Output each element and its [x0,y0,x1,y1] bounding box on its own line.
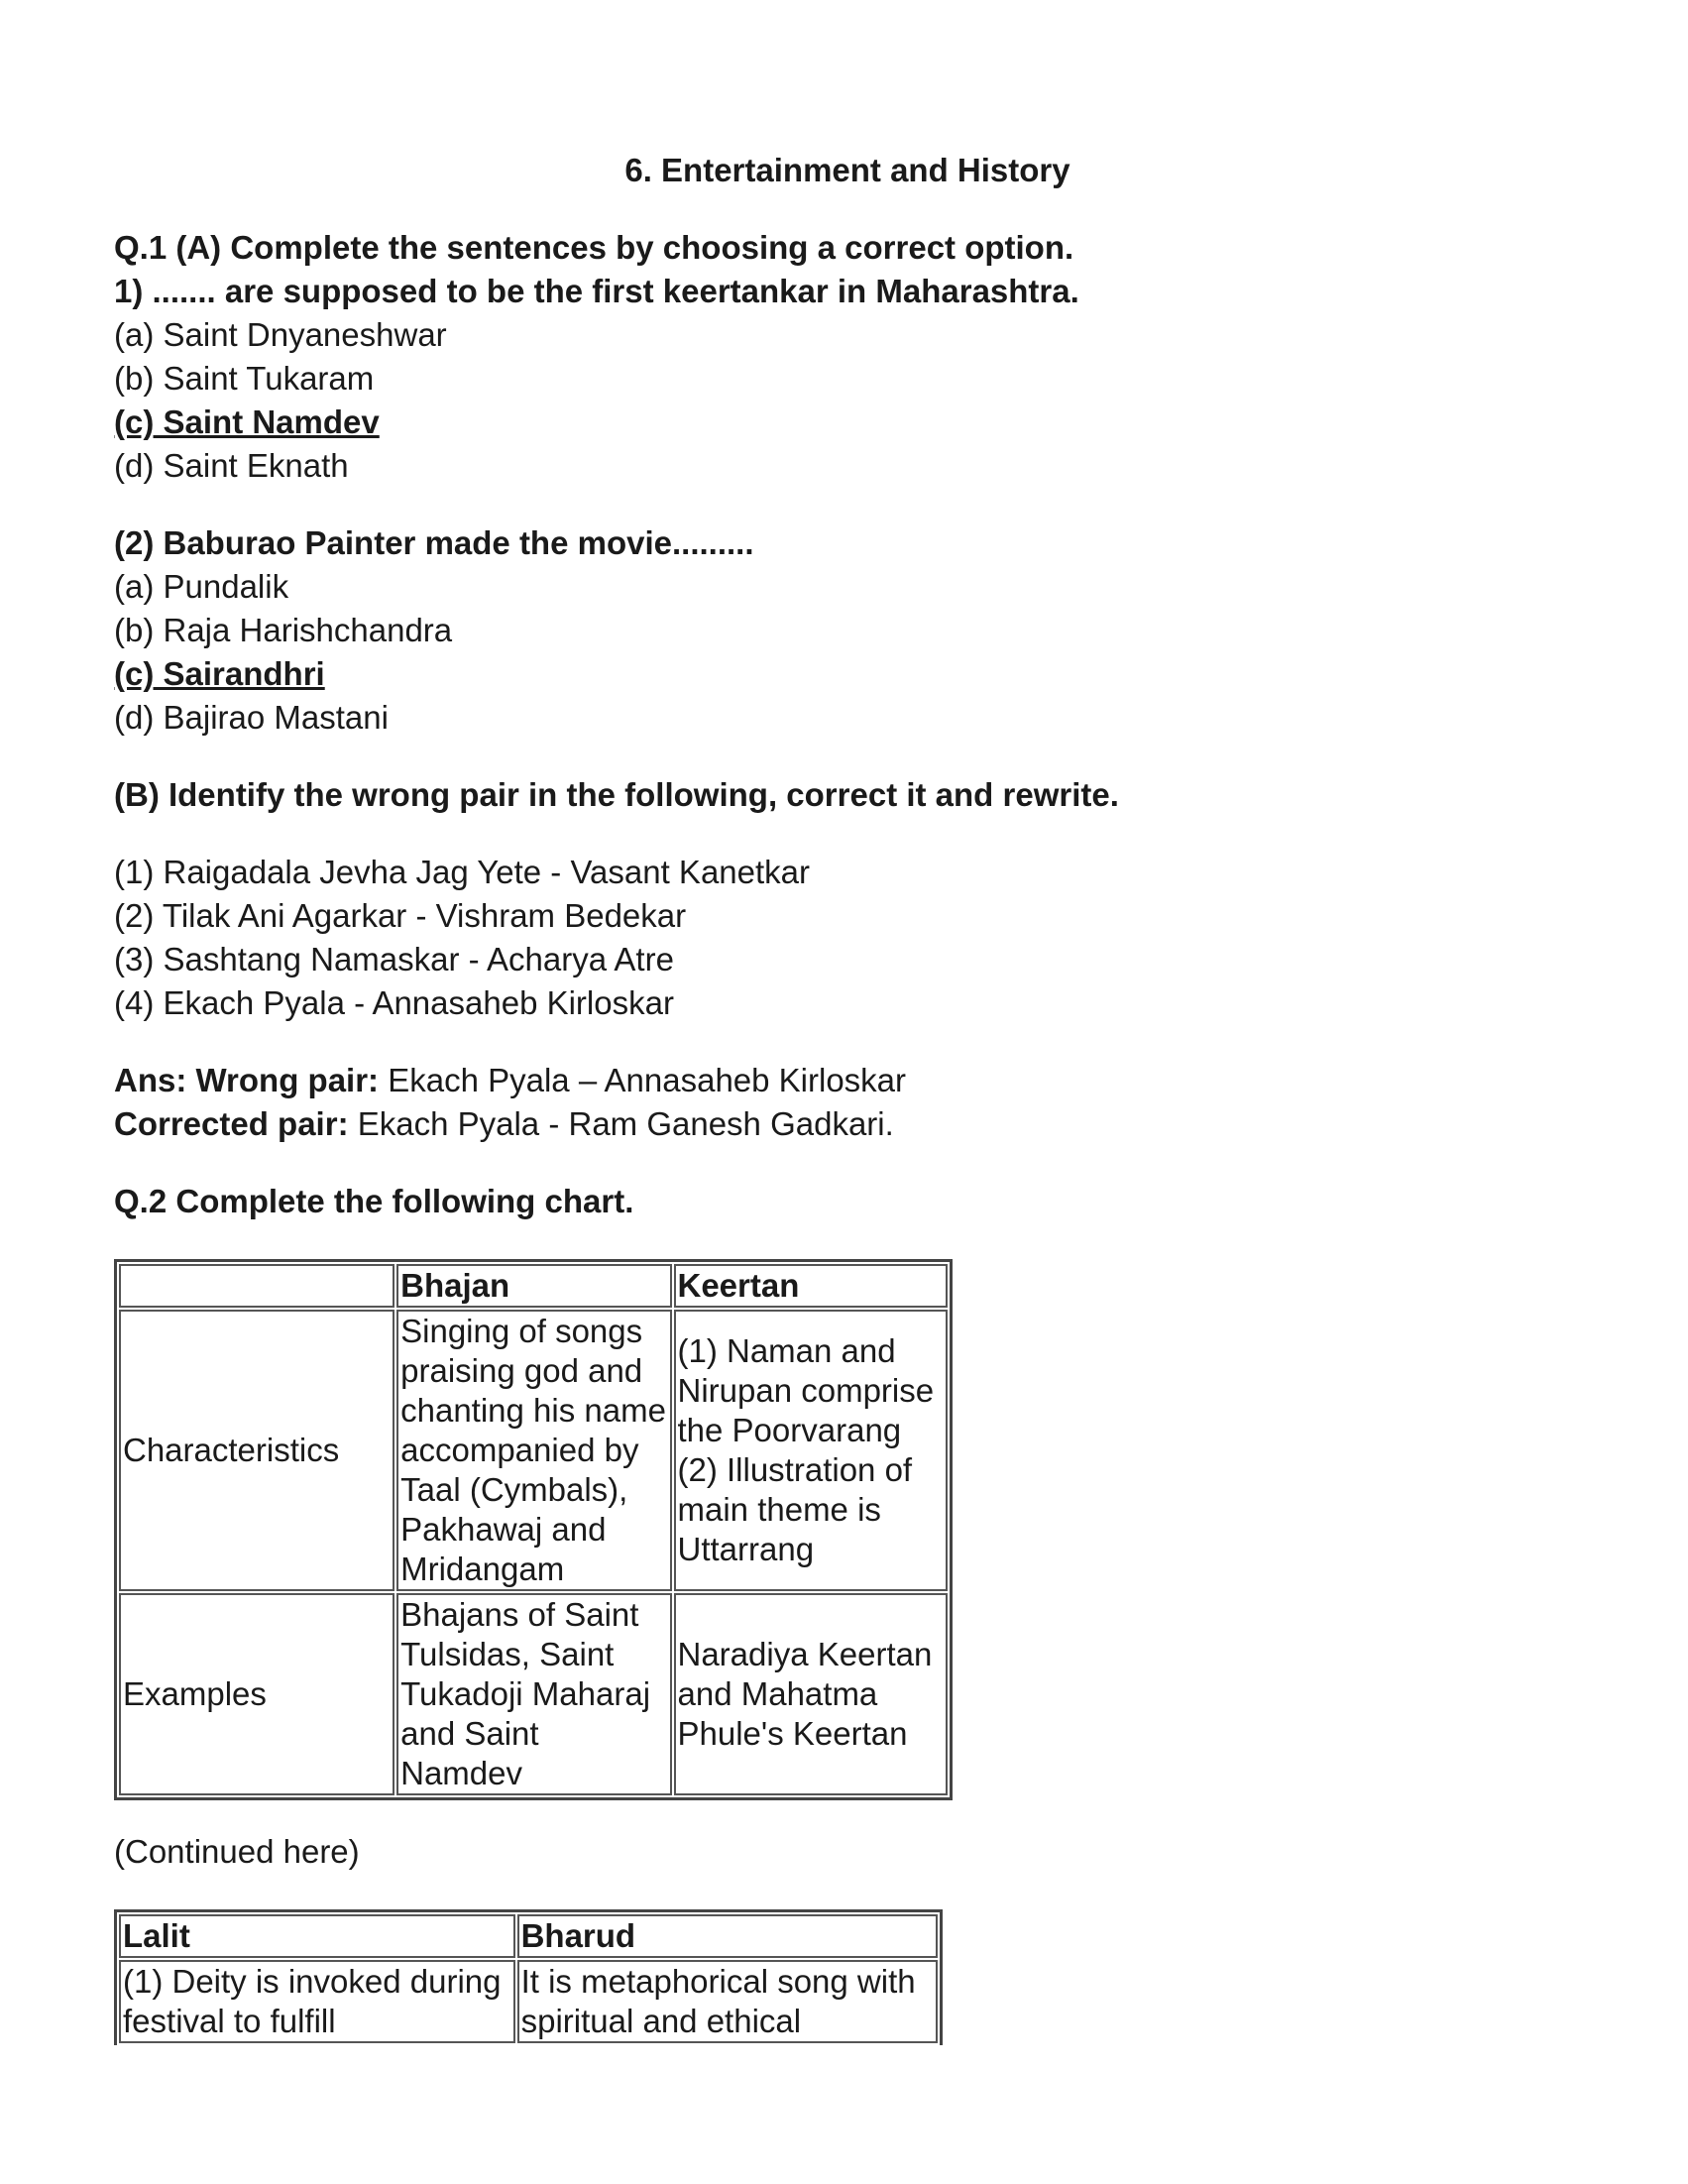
table1-cell: Singing of songs praising god and chanting his name accompanied by Taal (Cymbals), Pakhawaj and Mridangam [396,1310,671,1591]
table2-clip [114,1909,1581,2039]
q1-item-1-option-c-correct: (c) Saint Namdev [114,403,380,440]
answer-text: Ekach Pyala – Annasaheb Kirloskar [379,1062,907,1098]
table2-cell: It is metaphorical song with spiritual and ethical [517,1960,938,2043]
pair-4: (4) Ekach Pyala - Annasaheb Kirloskar [114,984,674,1021]
table1-header-empty [119,1264,394,1308]
chart-table-1 [114,1259,953,1800]
chart-table-2 [114,1909,943,2045]
table1-header-bhajan: Bhajan [396,1264,671,1308]
pair-1: (1) Raigadala Jevha Jag Yete - Vasant Kanetkar [114,854,811,890]
q1-item-1-option-b: (b) Saint Tukaram [114,360,375,397]
q1-item-1-option-d: (d) Saint Eknath [114,447,349,484]
q1-item-2-option-a: (a) Pundalik [114,568,289,605]
q1-item-2-option-d: (d) Bajirao Mastani [114,699,389,736]
q2-heading: Q.2 Complete the following chart. [114,1183,634,1219]
table2-header-row [119,1914,938,1958]
q1-item-2-option-b: (b) Raja Harishchandra [114,612,453,648]
q1-b-heading: (B) Identify the wrong pair in the following, correct it and rewrite. [114,776,1119,813]
table2-cell: (1) Deity is invoked during festival to fulfill [119,1960,515,2043]
document-page [114,149,1581,2039]
q1-item-1-question: 1) ....... are supposed to be the first keertankar in Maharashtra. [114,273,1079,309]
table-row [119,1593,948,1795]
table1-cell: (1) Naman and Nirupan comprise the Poorvarang (2) Illustration of main theme is Uttarrang [674,1310,949,1591]
corrected-text: Ekach Pyala - Ram Ganesh Gadkari. [348,1105,894,1142]
answer-corrected-pair [114,1102,1581,1146]
table2-header-bharud: Bharud [517,1914,938,1958]
continued-note: (Continued here) [114,1833,360,1870]
pair-3: (3) Sashtang Namaskar - Acharya Atre [114,941,674,977]
corrected-label: Corrected pair: [114,1105,349,1142]
table1-header-keertan: Keertan [674,1264,949,1308]
q1-item-1-option-a: (a) Saint Dnyaneshwar [114,316,447,353]
pair-2: (2) Tilak Ani Agarkar - Vishram Bedekar [114,897,687,934]
page-title: 6. Entertainment and History [624,152,1070,188]
table2-header-lalit: Lalit [119,1914,515,1958]
q1-heading: Q.1 (A) Complete the sentences by choosing a correct option. [114,229,1074,266]
table1-row-label: Characteristics [119,1310,394,1591]
table-row [119,1310,948,1591]
answer-wrong-pair [114,1059,1581,1102]
table1-cell: Naradiya Keertan and Mahatma Phule's Keertan [674,1593,949,1795]
table1-cell: Bhajans of Saint Tulsidas, Saint Tukadoji Maharaj and Saint Namdev [396,1593,671,1795]
q1-item-2-question: (2) Baburao Painter made the movie......... [114,524,754,561]
table1-row-label: Examples [119,1593,394,1795]
answer-label: Ans: Wrong pair: [114,1062,380,1098]
q1-item-2-option-c-correct: (c) Sairandhri [114,655,325,692]
table1-header-row [119,1264,948,1308]
table-row [119,1960,938,2043]
